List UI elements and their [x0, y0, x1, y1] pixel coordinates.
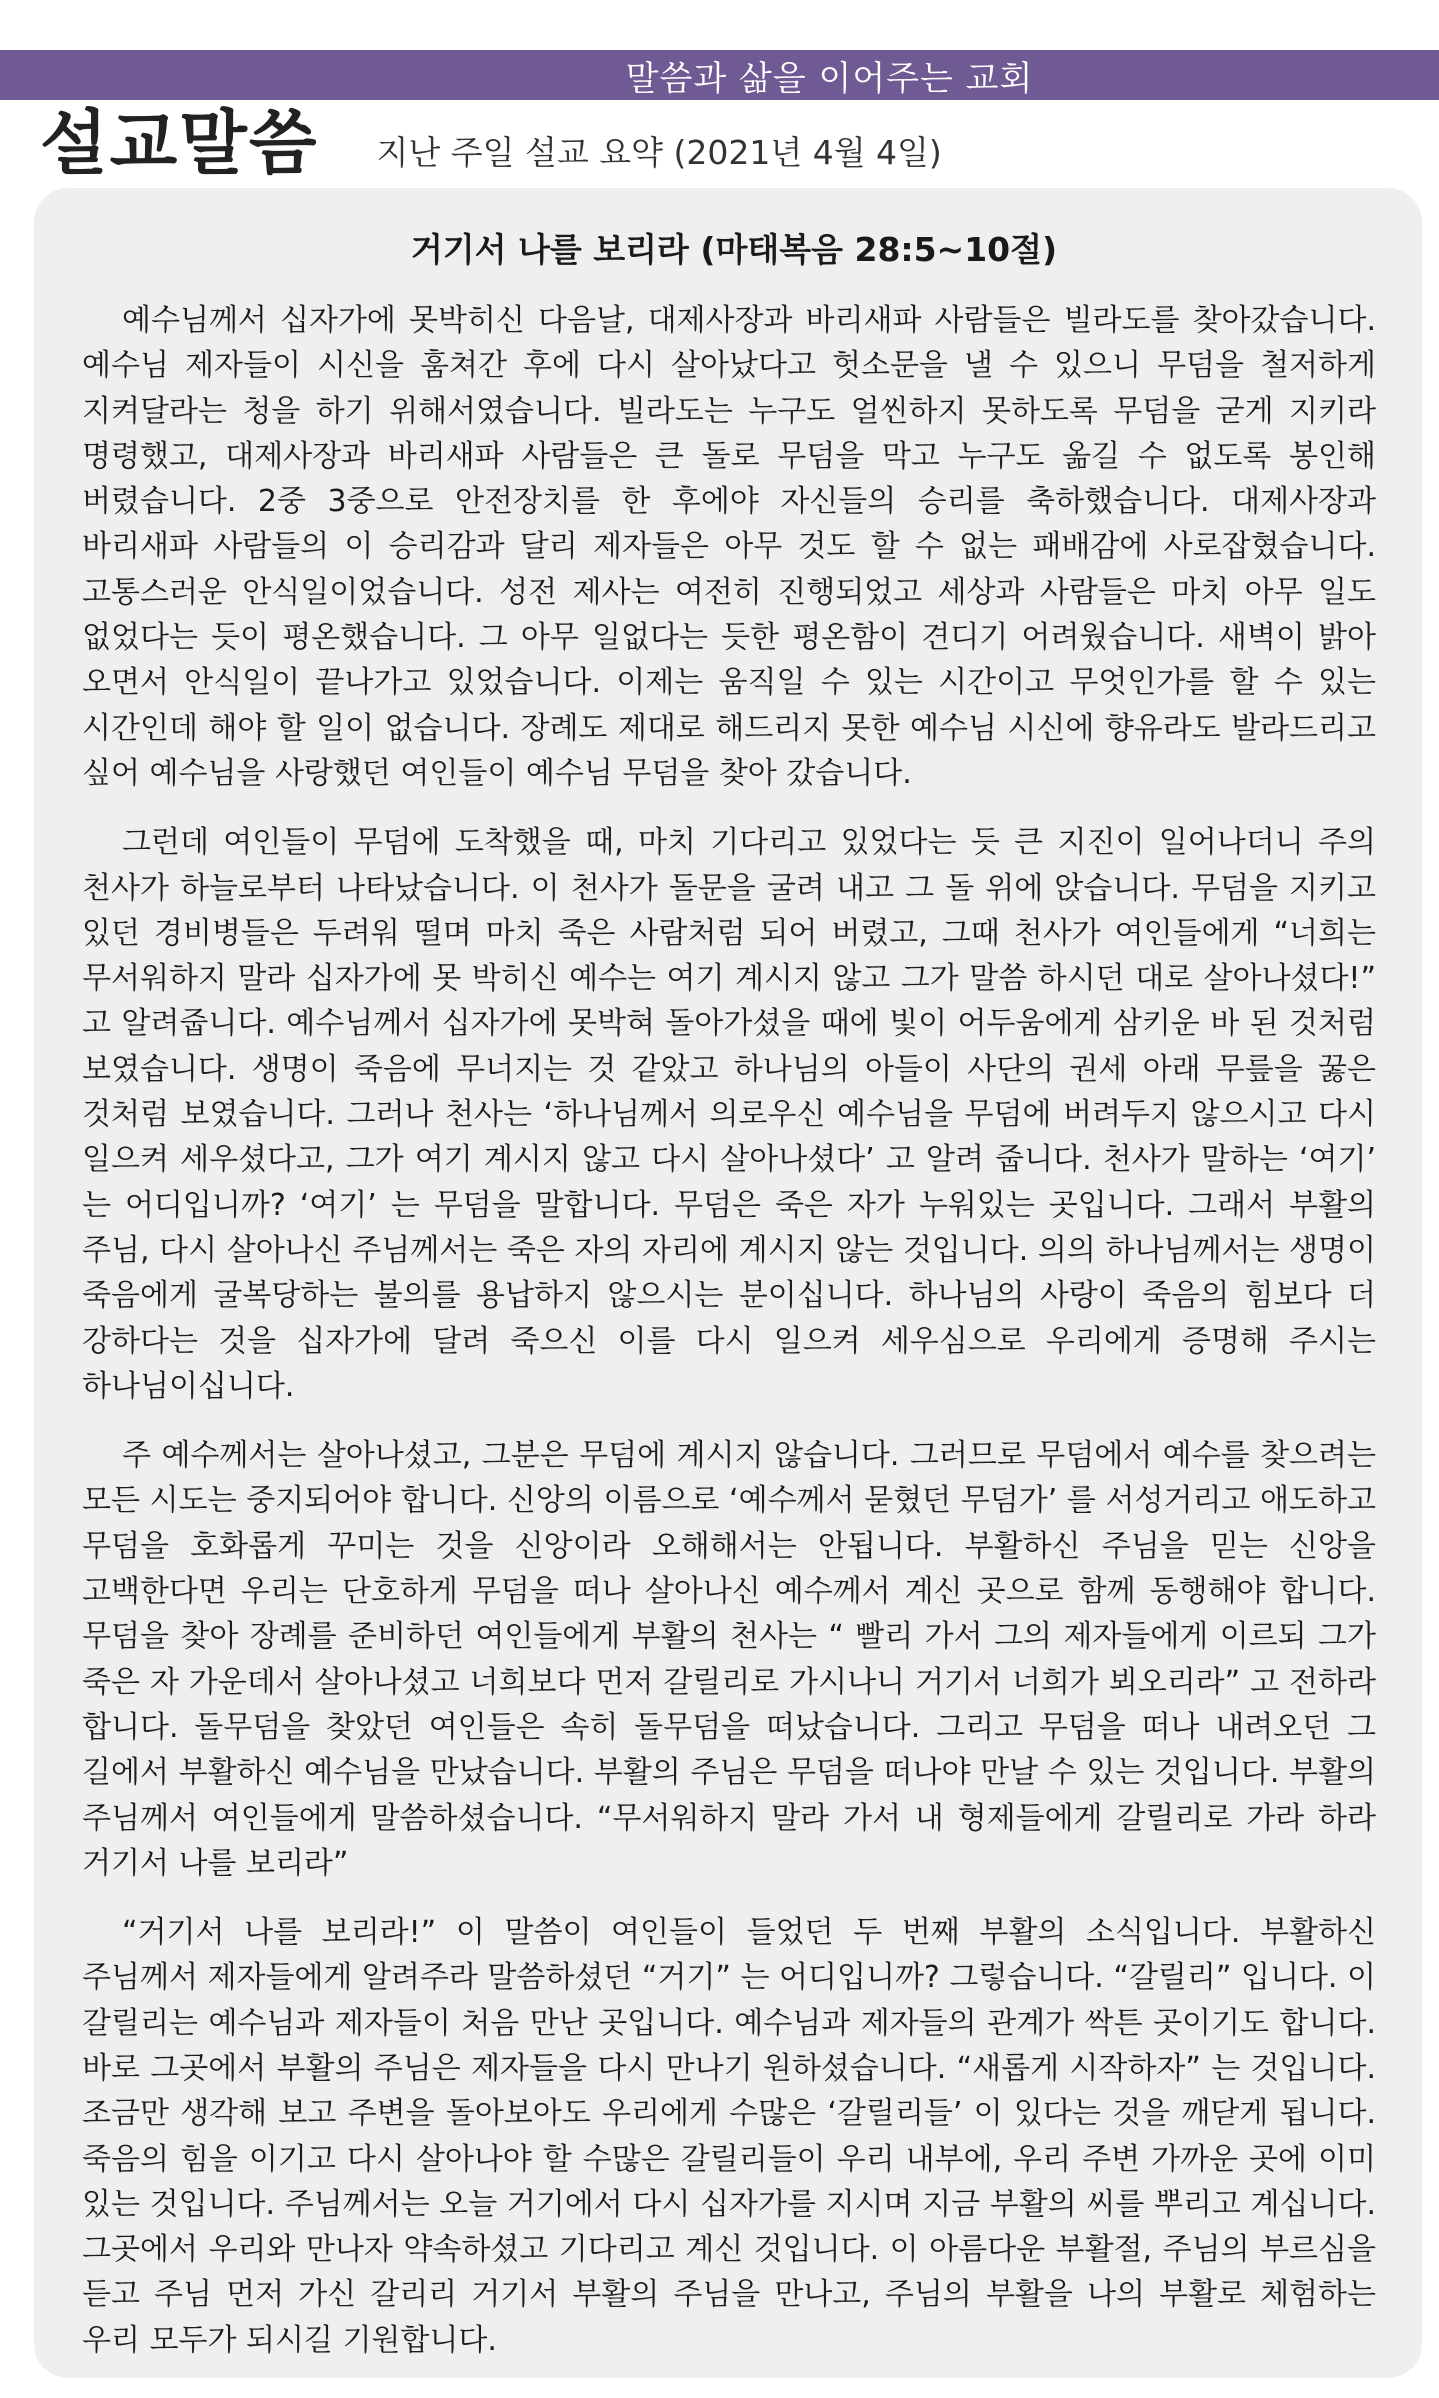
section-header [40, 98, 942, 188]
sermon-title: 거기서 나를 보리라 (마태복음 28:5~10절) [410, 230, 1058, 269]
section-title: 설교말씀 [40, 101, 319, 184]
church-motto-text: 말씀과 삶을 이어주는 교회 [625, 58, 1034, 99]
sermon-paragraph-4: “거기서 나를 보리라!” 이 말씀이 여인들이 들었던 두 번째 부활의 소식입니다. 부활하신 주님께서 제자들에게 알려주라 말씀하셨던 “거기” 는 어디입니까? 그렇습니다. “갈릴리” 입니다. 이 갈릴리는 예수님과 제자들이 처음 만난 곳입니다. 예수님과 제자들의 관계가 싹튼 곳이기도 합니다. 바로 그곳에서 부활의 주님은 제자들을 다시 만나기 원하셨습니다. “새롭게 시작하자” 는 것입니다. 조금만 생각해 보고 주변을 돌아보아도 우리에게 수많은 ‘갈릴리들’ 이 있다는 것을 깨닫게 됩니다. 죽음의 힘을 이기고 다시 살아나야 할 수많은 갈릴리들이 우리 내부에, 우리 주변 가까운 곳에 이미 있는 것입니다. 주님께서는 오늘 거기에서 다시 십자가를 지시며 지금 부활의 씨를 뿌리고 계십니다. 그곳에서 우리와 만나자 약속하셨고 기다리고 계신 것입니다. 이 아름다운 부활절, 주님의 부르심을 듣고 주님 먼저 가신 갈리리 거기서 부활의 주님을 만나고, 주님의 부활을 나의 부활로 체험하는 우리 모두가 되시길 기원합니다. [82, 1915, 1376, 2358]
sermon-panel [34, 188, 1422, 2378]
church-motto-banner [0, 50, 1439, 100]
sermon-paragraph-1: 예수님께서 십자가에 못박히신 다음날, 대제사장과 바리새파 사람들은 빌라도를 찾아갔습니다. 예수님 제자들이 시신을 훔쳐간 후에 다시 살아났다고 헛소문을 낼 수 있으니 무덤을 철저하게 지켜달라는 청을 하기 위해서였습니다. 빌라도는 누구도 얼씬하지 못하도록 무덤을 굳게 지키라 명령했고, 대제사장과 바리새파 사람들은 큰 돌로 무덤을 막고 누구도 옮길 수 없도록 봉인해 버렸습니다. 2중 3중으로 안전장치를 한 후에야 자신들의 승리를 축하했습니다. 대제사장과 바리새파 사람들의 이 승리감과 달리 제자들은 아무 것도 할 수 없는 패배감에 사로잡혔습니다. 고통스러운 안식일이었습니다. 성전 제사는 여전히 진행되었고 세상과 사람들은 마치 아무 일도 없었다는 듯이 평온했습니다. 그 아무 일없다는 듯한 평온함이 견디기 어려웠습니다. 새벽이 밝아 오면서 안식일이 끝나가고 있었습니다. 이제는 움직일 수 있는 시간이고 무엇인가를 할 수 있는 시간인데 해야 할 일이 없습니다. 장례도 제대로 해드리지 못한 예수님 시신에 향유라도 발라드리고 싶어 예수님을 사랑했던 여인들이 예수님 무덤을 찾아 갔습니다. [82, 303, 1376, 791]
sermon-paragraph-3: 주 예수께서는 살아나셨고, 그분은 무덤에 계시지 않습니다. 그러므로 무덤에서 예수를 찾으려는 모든 시도는 중지되어야 합니다. 신앙의 이름으로 ‘예수께서 묻혔던 무덤가’ 를 서성거리고 애도하고 무덤을 호화롭게 꾸미는 것을 신앙이라 오해해서는 안됩니다. 부활하신 주님을 믿는 신앙을 고백한다면 우리는 단호하게 무덤을 떠나 살아나신 예수께서 계신 곳으로 함께 동행해야 합니다. 무덤을 찾아 장례를 준비하던 여인들에게 부활의 천사는 “ 빨리 가서 그의 제자들에게 이르되 그가 죽은 자 가운데서 살아나셨고 너희보다 먼저 갈릴리로 가시나니 거기서 너희가 뵈오리라” 고 전하라 합니다. 돌무덤을 찾았던 여인들은 속히 돌무덤을 떠났습니다. 그리고 무덤을 떠나 내려오던 그 길에서 부활하신 예수님을 만났습니다. 부활의 주님은 무덤을 떠나야 만날 수 있는 것입니다. 부활의 주님께서 여인들에게 말씀하셨습니다. “무서워하지 말라 가서 내 형제들에게 갈릴리로 가라 하라 거기서 나를 보리라” [82, 1438, 1377, 1881]
section-subtitle: 지난 주일 설교 요약 (2021년 4월 4일) [376, 133, 942, 172]
sermon-paragraph-2: 그런데 여인들이 무덤에 도착했을 때, 마치 기다리고 있었다는 듯 큰 지진이 일어나더니 주의 천사가 하늘로부터 나타났습니다. 이 천사가 돌문을 굴려 내고 그 돌 위에 앉습니다. 무덤을 지키고 있던 경비병들은 두려워 떨며 마치 죽은 사람처럼 되어 버렸고, 그때 천사가 여인들에게 “너희는 무서워하지 말라 십자가에 못 박히신 예수는 여기 계시지 않고 그가 말씀 하시던 대로 살아나셨다!” 고 알려줍니다. 예수님께서 십자가에 못박혀 돌아가셨을 때에 빛이 어두움에게 삼키운 바 된 것처럼 보였습니다. 생명이 죽음에 무너지는 것 같았고 하나님의 아들이 사단의 권세 아래 무릎을 꿇은 것처럼 보였습니다. 그러나 천사는 ‘하나님께서 의로우신 예수님을 무덤에 버려두지 않으시고 다시 일으켜 세우셨다고, 그가 여기 계시지 않고 다시 살아나셨다’ 고 알려 줍니다. 천사가 말하는 ‘여기’ 는 어디입니까? ‘여기’ 는 무덤을 말합니다. 무덤은 죽은 자가 누워있는 곳입니다. 그래서 부활의 주님, 다시 살아나신 주님께서는 죽은 자의 자리에 계시지 않는 것입니다. 의의 하나님께서는 생명이 죽음에게 굴복당하는 불의를 용납하지 않으시는 분이십니다. 하나님의 사랑이 죽음의 힘보다 더 강하다는 것을 십자가에 달려 죽으신 이를 다시 일으켜 세우심으로 우리에게 증명해 주시는 하나님이십니다. [82, 825, 1376, 1404]
